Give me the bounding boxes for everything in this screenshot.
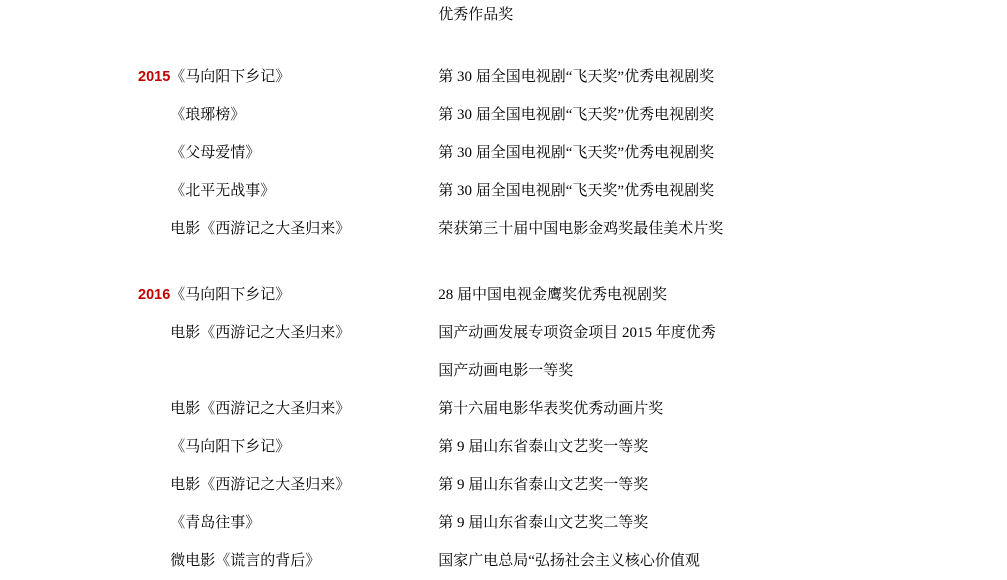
work-title-cell: 微电影《谎言的背后》 — [170, 553, 321, 569]
award-cell — [438, 466, 1007, 504]
award-cell — [438, 210, 1007, 248]
table-row — [0, 58, 1007, 96]
award-text: 国产动画发展专项资金项目 2015 年度优秀 — [438, 325, 716, 341]
award-text: 第 9 届山东省泰山文艺奖一等奖 — [438, 477, 649, 493]
year-cell — [0, 390, 170, 428]
table-row — [0, 134, 1007, 172]
award-text: 第 30 届全国电视剧“飞天奖”优秀电视剧奖 — [438, 69, 715, 85]
work-title-cell: 《青岛往事》 — [170, 515, 261, 531]
award-text: 第 30 届全国电视剧“飞天奖”优秀电视剧奖 — [438, 183, 715, 199]
award-text: 荣获第三十届中国电影金鸡奖最佳美术片奖 — [438, 221, 724, 237]
award-cell — [438, 96, 1007, 134]
work-title-cell: 《琅琊榜》 — [170, 107, 246, 123]
work-title-cell: 《马向阳下乡记》 — [170, 439, 291, 455]
award-text: 第 30 届全国电视剧“飞天奖”优秀电视剧奖 — [438, 107, 715, 123]
award-cell — [438, 542, 1007, 580]
award-text: 28 届中国电视金鹰奖优秀电视剧奖 — [438, 287, 668, 303]
work-title-cell: 电影《西游记之大圣归来》 — [170, 325, 351, 341]
year-cell — [0, 428, 170, 466]
award-text: 第十六届电影华表奖优秀动画片奖 — [438, 401, 664, 417]
table-spacer-cell — [0, 248, 1007, 276]
table-row — [0, 428, 1007, 466]
year-cell — [0, 210, 170, 248]
award-cell — [438, 0, 1007, 30]
work-title-cell: 《北平无战事》 — [170, 183, 276, 199]
award-cell — [438, 428, 1007, 466]
table-row — [0, 210, 1007, 248]
year-cell — [0, 172, 170, 210]
work-title-cell: 电影《西游记之大圣归来》 — [170, 221, 351, 237]
year-cell — [0, 0, 170, 30]
table-spacer-cell — [0, 30, 1007, 58]
table-row — [0, 542, 1007, 580]
table-row — [0, 504, 1007, 542]
award-text: 第 30 届全国电视剧“飞天奖”优秀电视剧奖 — [438, 145, 715, 161]
table-row — [0, 276, 1007, 314]
table-row — [0, 390, 1007, 428]
year-cell: 2016 — [138, 287, 171, 303]
table-row — [0, 0, 1007, 30]
table-spacer-row — [0, 248, 1007, 276]
year-cell — [0, 314, 170, 390]
year-cell — [0, 542, 170, 580]
year-cell — [0, 134, 170, 172]
year-cell — [0, 466, 170, 504]
table-row — [0, 466, 1007, 504]
table-row — [0, 314, 1007, 390]
work-title-cell: 电影《西游记之大圣归来》 — [170, 477, 351, 493]
award-cell — [438, 276, 1007, 314]
work-title-cell: 电影《西游记之大圣归来》 — [170, 401, 351, 417]
award-cell — [438, 58, 1007, 96]
award-text: 第 9 届山东省泰山文艺奖一等奖 — [438, 439, 649, 455]
award-cell — [438, 314, 1007, 390]
award-cell — [438, 172, 1007, 210]
award-text: 国家广电总局“弘扬社会主义核心价值观 — [438, 553, 700, 569]
year-cell — [0, 504, 170, 542]
table-row — [0, 172, 1007, 210]
award-cell — [438, 390, 1007, 428]
work-title-cell: 《马向阳下乡记》 — [170, 287, 291, 303]
award-text: 第 9 届山东省泰山文艺奖二等奖 — [438, 515, 649, 531]
work-title-cell: 《马向阳下乡记》 — [170, 69, 291, 85]
award-cell — [438, 504, 1007, 542]
award-text: 优秀作品奖 — [438, 7, 514, 23]
table-spacer-row — [0, 30, 1007, 58]
award-text-continuation: 国产动画电影一等奖 — [438, 363, 574, 379]
year-cell: 2015 — [138, 69, 171, 85]
work-title-cell: 《父母爱情》 — [170, 145, 261, 161]
year-cell — [0, 96, 170, 134]
table-row — [0, 96, 1007, 134]
work-title-cell — [170, 0, 438, 30]
award-cell — [438, 134, 1007, 172]
